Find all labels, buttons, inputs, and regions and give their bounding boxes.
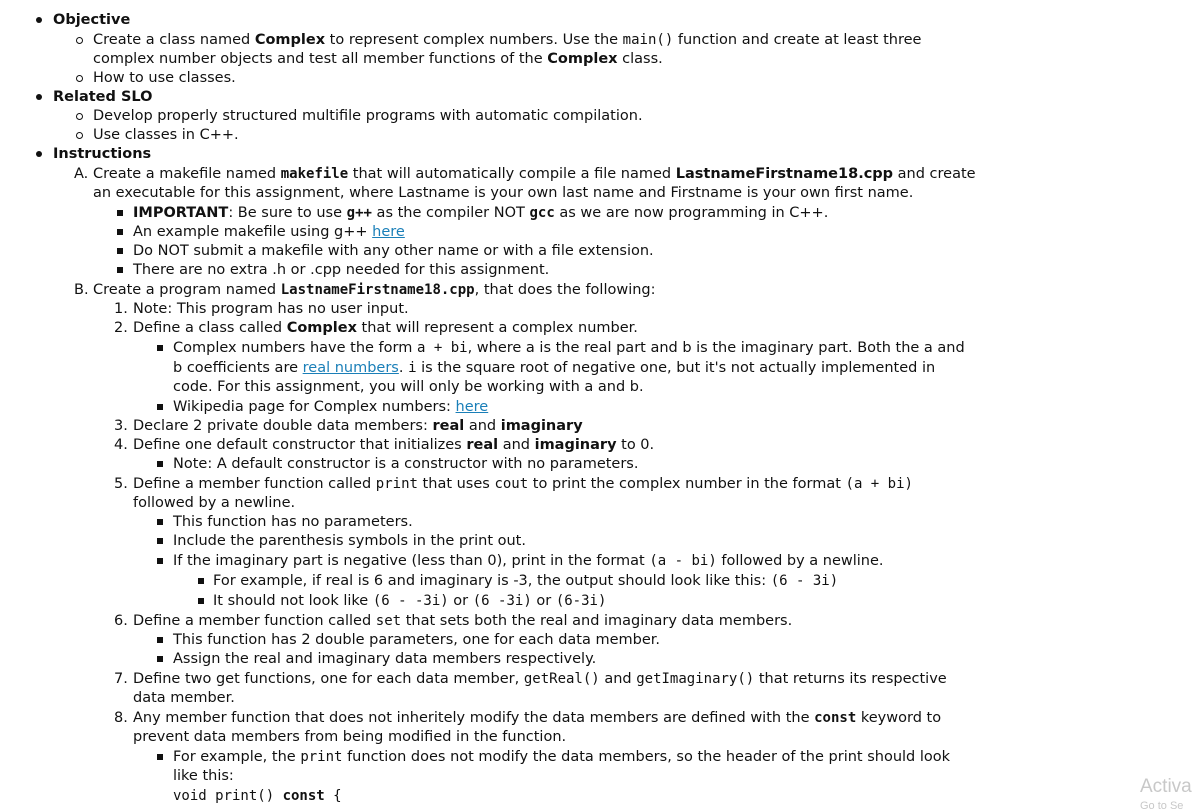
bullet-square-icon (117, 248, 123, 254)
code-sample: void print() const { (173, 788, 342, 804)
instruction-a-important: IMPORTANT: Be sure to use g++ as the compiler NOT gcc as we are now programming in C++. (133, 205, 829, 221)
bullet-square-icon (157, 637, 163, 643)
makefile-example-link[interactable]: here (372, 224, 405, 240)
activation-watermark-subtext: Go to Se (1140, 800, 1184, 812)
objective-item-1-line-2: complex number objects and test all member functions of the Complex class. (93, 51, 663, 67)
bullet-square-icon (157, 754, 163, 760)
bullet-square-icon (157, 538, 163, 544)
step-2-complex-form-line-2: b coefficients are real numbers. i is the square root of negative one, but it's not actually implemented in (173, 360, 936, 376)
instruction-a-line-2: an executable for this assignment, where Lastname is your own last name and Firstname is your own first name. (93, 185, 914, 201)
bullet-circle-icon (76, 75, 83, 82)
bullet-circle-icon (76, 132, 83, 139)
step-1: Note: This program has no user input. (133, 301, 409, 317)
slo-item-2: Use classes in C++. (93, 127, 239, 143)
list-marker-7: 7. (114, 671, 128, 687)
bullet-square-icon (157, 345, 163, 351)
step-2-complex-form-line-3: code. For this assignment, you will only be working with a and b. (173, 379, 644, 395)
instruction-a: Create a makefile named makefile that will automatically compile a file named LastnameFirstname18.cpp and create (93, 166, 976, 182)
list-marker-b: B. (74, 282, 89, 298)
step-8-line-2: prevent data members from being modified in the function. (133, 729, 567, 745)
list-marker-6: 6. (114, 613, 128, 629)
step-8: Any member function that does not inheritely modify the data members are defined with the const keyword to (133, 710, 942, 726)
bullet-square-icon (157, 656, 163, 662)
bullet-square-icon (157, 404, 163, 410)
bullet-square-icon (198, 578, 204, 584)
bullet-square-icon (157, 519, 163, 525)
instruction-b: Create a program named LastnameFirstname18.cpp, that does the following: (93, 282, 656, 298)
step-4: Define one default constructor that initializes real and imaginary to 0. (133, 437, 655, 453)
bullet-disc-icon (36, 17, 42, 23)
step-5-example: For example, if real is 6 and imaginary is -3, the output should look like this: (6 - 3i) (213, 573, 839, 589)
bullet-square-icon (117, 267, 123, 273)
list-marker-3: 3. (114, 418, 128, 434)
bullet-square-icon (117, 229, 123, 235)
list-marker-8: 8. (114, 710, 128, 726)
objective-item-1: Create a class named Complex to represent complex numbers. Use the main() function and create at least three (93, 32, 922, 48)
real-numbers-link[interactable]: real numbers (302, 360, 399, 376)
step-2-complex-form: Complex numbers have the form a + bi, where a is the real part and b is the imaginary part. Both the a and (173, 340, 965, 356)
step-5-line-2: followed by a newline. (133, 495, 296, 511)
step-6-note-2: Assign the real and imaginary data members respectively. (173, 651, 597, 667)
bullet-square-icon (157, 461, 163, 467)
list-marker-5: 5. (114, 476, 128, 492)
bullet-square-icon (157, 558, 163, 564)
step-2-wikipedia: Wikipedia page for Complex numbers: here (173, 399, 489, 415)
list-marker-1: 1. (114, 301, 128, 317)
step-5-note-1: This function has no parameters. (173, 514, 413, 530)
instruction-a-note-2: There are no extra .h or .cpp needed for this assignment. (133, 262, 550, 278)
step-5-counter-example: It should not look like (6 - -3i) or (6 -3i) or (6-3i) (213, 593, 607, 609)
step-8-example-line-2: like this: (173, 768, 234, 784)
step-8-example: For example, the print function does not modify the data members, so the header of the print should look (173, 749, 951, 765)
wikipedia-link[interactable]: here (455, 399, 489, 415)
bullet-square-icon (198, 598, 204, 604)
step-6-note-1: This function has 2 double parameters, one for each data member. (173, 632, 661, 648)
objective-item-2: How to use classes. (93, 70, 236, 86)
bullet-square-icon (117, 210, 123, 216)
list-marker-4: 4. (114, 437, 128, 453)
bullet-disc-icon (36, 94, 42, 100)
step-5-note-3: If the imaginary part is negative (less than 0), print in the format (a - bi) followed by a newline. (173, 553, 884, 569)
bullet-circle-icon (76, 113, 83, 120)
step-7-line-2: data member. (133, 690, 235, 706)
step-2: Define a class called Complex that will represent a complex number. (133, 320, 638, 336)
list-marker-a: A. (74, 166, 89, 182)
step-7: Define two get functions, one for each data member, getReal() and getImaginary() that returns its respective (133, 671, 947, 687)
step-6: Define a member function called set that sets both the real and imaginary data members. (133, 613, 793, 629)
bullet-circle-icon (76, 37, 83, 44)
slo-item-1: Develop properly structured multifile programs with automatic compilation. (93, 108, 643, 124)
step-5-note-2: Include the parenthesis symbols in the print out. (173, 533, 526, 549)
list-marker-2: 2. (114, 320, 128, 336)
instructions-heading: Instructions (53, 146, 152, 162)
instruction-a-example: An example makefile using g++ here (133, 224, 405, 240)
instruction-a-note-1: Do NOT submit a makefile with any other name or with a file extension. (133, 243, 654, 259)
step-3: Declare 2 private double data members: real and imaginary (133, 418, 583, 434)
activation-watermark: Activa (1140, 776, 1192, 797)
step-5: Define a member function called print that uses cout to print the complex number in the format (a + bi) (133, 476, 913, 492)
objective-heading: Objective (53, 12, 131, 28)
step-4-note: Note: A default constructor is a constructor with no parameters. (173, 456, 639, 472)
slo-heading: Related SLO (53, 89, 153, 105)
bullet-disc-icon (36, 151, 42, 157)
